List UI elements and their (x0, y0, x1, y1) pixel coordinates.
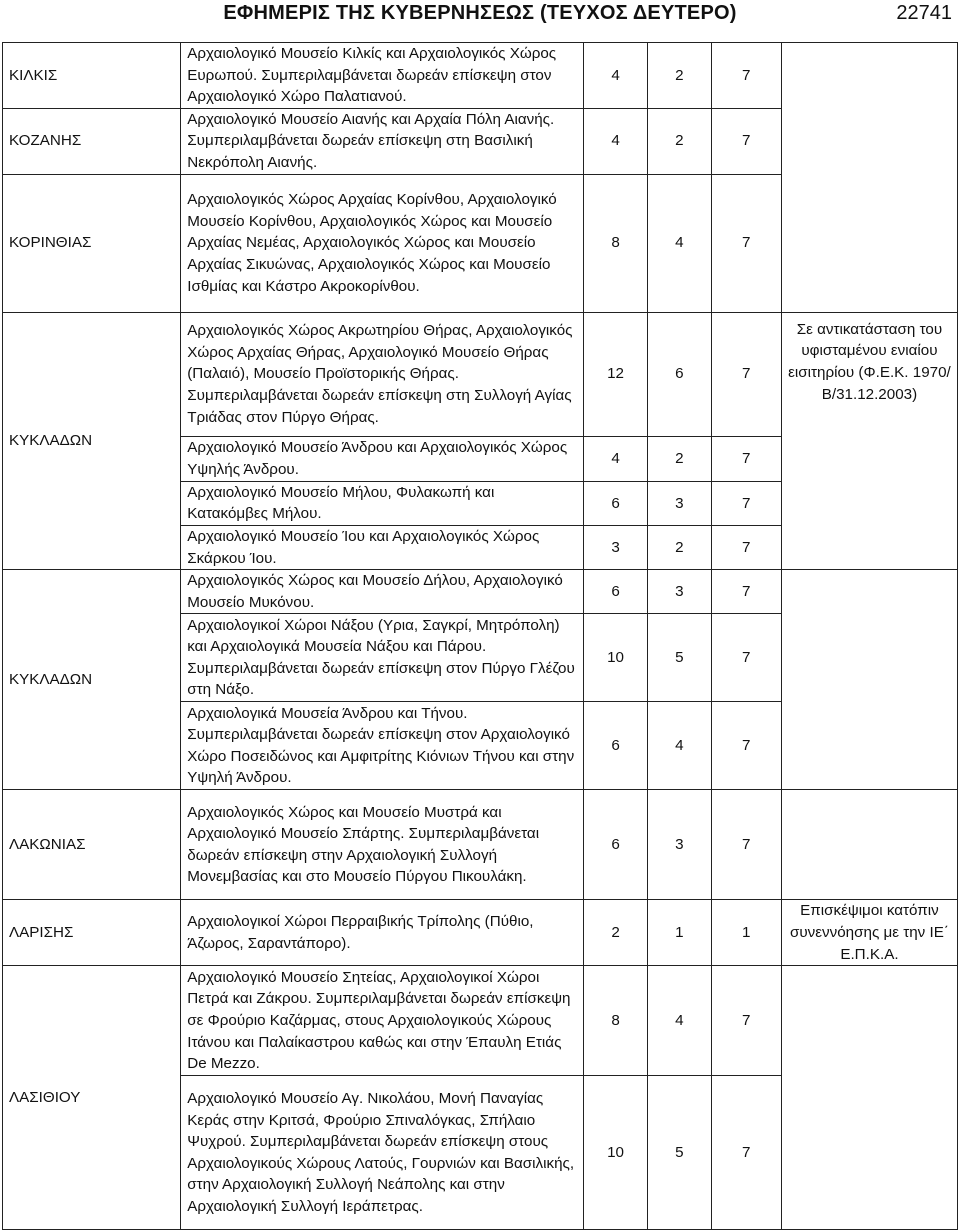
reduced-price-cell: 5 (647, 614, 711, 702)
validity-cell: 7 (711, 525, 781, 569)
prefecture-cell: ΚΙΛΚΙΣ (3, 43, 181, 109)
site-cell: Αρχαιολογικοί Χώροι Νάξου (Υρια, Σαγκρί, Μητρόπολη) και Αρχαιολογικά Μουσεία Νάξου και Πάρου. Συμπεριλαμβάνεται δωρεάν επίσκεψη στον Πύργο Γλέζου στη Νάξο. (181, 614, 584, 702)
full-price-cell: 3 (584, 525, 648, 569)
note-cell (781, 790, 957, 900)
validity-cell: 7 (711, 1076, 781, 1230)
reduced-price-cell: 3 (647, 790, 711, 900)
table-row (3, 312, 958, 436)
site-cell: Αρχαιολογικός Χώρος Ακρωτηρίου Θήρας, Αρχαιολογικός Χώρος Αρχαίας Θήρας, Αρχαιολογικό Μουσείο Θήρας (Παλαιό), Μουσείο Προϊστορικής Θήρας. Συμπεριλαμβάνεται δωρεάν επίσκεψη στη Συλλογή Αγίας Τριάδας στον Πύργο Θήρας. (181, 312, 584, 436)
prefecture-cell: ΛΑΣΙΘΙΟΥ (3, 966, 181, 1230)
reduced-price-cell: 1 (647, 900, 711, 966)
gazette-title: ΕΦΗΜΕΡΙΣ ΤΗΣ ΚΥΒΕΡΝΗΣΕΩΣ (ΤΕΥΧΟΣ ΔΕΥΤΕΡΟ) (223, 2, 737, 24)
reduced-price-cell: 2 (647, 43, 711, 109)
validity-cell: 7 (711, 436, 781, 481)
reduced-price-cell: 3 (647, 481, 711, 525)
validity-cell: 7 (711, 966, 781, 1076)
table-row (3, 108, 958, 174)
full-price-cell: 12 (584, 312, 648, 436)
validity-cell: 7 (711, 108, 781, 174)
table-row (3, 790, 958, 900)
note-cell (781, 966, 957, 1076)
reduced-price-cell: 3 (647, 570, 711, 614)
note-cell (781, 108, 957, 174)
prefecture-cell: ΚΟΖΑΝΗΣ (3, 108, 181, 174)
reduced-price-cell: 4 (647, 702, 711, 790)
validity-cell: 7 (711, 43, 781, 109)
full-price-cell: 10 (584, 614, 648, 702)
reduced-price-cell: 2 (647, 108, 711, 174)
site-cell: Αρχαιολογικό Μουσείο Μήλου, Φυλακωπή και Κατακόμβες Μήλου. (181, 481, 584, 525)
reduced-price-cell: 5 (647, 1076, 711, 1230)
site-cell: Αρχαιολογικό Μουσείο Κιλκίς και Αρχαιολογικός Χώρος Ευρωπού. Συμπεριλαμβάνεται δωρεάν επίσκεψη στον Αρχαιολογικό Χώρο Παλατιανού. (181, 43, 584, 109)
note-cell (781, 570, 957, 614)
site-cell: Αρχαιολογικό Μουσείο Αγ. Νικολάου, Μονή Παναγίας Κεράς στην Κριτσά, Φρούριο Σπιναλόγκας, Σπήλαιο Ψυχρού. Συμπεριλαμβάνεται δωρεάν επίσκεψη στους Αρχαιολογικούς Χώρους Λατούς, Γουρνιών και Βασιλικής, στην Αρχαιολογική Συλλογή Νεάπολης και στην Αρχαιολογική Συλλογή Ιεράπετρας. (181, 1076, 584, 1230)
replacement-note: Σε αντικατάσταση του υφισταμένου ενιαίου εισιτηρίου (Φ.Ε.Κ. 1970/ Β/31.12.2003) (781, 312, 957, 569)
prefecture-cell: ΚΥΚΛΑΔΩΝ (3, 312, 181, 569)
site-cell: Αρχαιολογικό Μουσείο Αιανής και Αρχαία Πόλη Αιανής. Συμπεριλαμβάνεται δωρεάν επίσκεψη στη Βασιλική Νεκρόπολη Αιανής. (181, 108, 584, 174)
prefecture-cell: ΛΑΚΩΝΙΑΣ (3, 790, 181, 900)
validity-cell: 7 (711, 702, 781, 790)
page-header (0, 0, 960, 30)
full-price-cell: 6 (584, 702, 648, 790)
prefecture-cell: ΚΥΚΛΑΔΩΝ (3, 570, 181, 790)
full-price-cell: 4 (584, 108, 648, 174)
note-cell (781, 1076, 957, 1230)
note-cell (781, 174, 957, 312)
prefecture-cell: ΚΟΡΙΝΘΙΑΣ (3, 174, 181, 312)
validity-cell: 7 (711, 481, 781, 525)
full-price-cell: 8 (584, 174, 648, 312)
site-cell: Αρχαιολογικός Χώρος και Μουσείο Δήλου, Αρχαιολογικό Μουσείο Μυκόνου. (181, 570, 584, 614)
note-cell (781, 614, 957, 702)
table-row (3, 174, 958, 312)
full-price-cell: 6 (584, 570, 648, 614)
reduced-price-cell: 4 (647, 966, 711, 1076)
validity-cell: 7 (711, 174, 781, 312)
table-row (3, 43, 958, 109)
site-cell: Αρχαιολογικός Χώρος και Μουσείο Μυστρά και Αρχαιολογικό Μουσείο Σπάρτης. Συμπεριλαμβάνεται δωρεάν επίσκεψη στην Αρχαιολογική Συλλογή Μονεμβασίας και στο Μουσείο Πύργου Πικουλάκη. (181, 790, 584, 900)
validity-cell: 1 (711, 900, 781, 966)
site-cell: Αρχαιολογικά Μουσεία Άνδρου και Τήνου. Συμπεριλαμβάνεται δωρεάν επίσκεψη στον Αρχαιολογικό Χώρο Ποσειδώνος και Αμφιτρίτης Κιόνιων Τήνου και στην Υψηλή Άνδρου. (181, 702, 584, 790)
site-cell: Αρχαιολογικό Μουσείο Σητείας, Αρχαιολογικοί Χώροι Πετρά και Ζάκρου. Συμπεριλαμβάνεται δωρεάν επίσκεψη σε Φρούριο Καζάρμας, στους Αρχαιολογικούς Χώρους Ιτάνου και Παλαίκαστρου καθώς και στην Έπαυλη Ετιάς De Mezzo. (181, 966, 584, 1076)
site-cell: Αρχαιολογικό Μουσείο Ίου και Αρχαιολογικός Χώρος Σκάρκου Ίου. (181, 525, 584, 569)
full-price-cell: 6 (584, 481, 648, 525)
validity-cell: 7 (711, 312, 781, 436)
full-price-cell: 10 (584, 1076, 648, 1230)
validity-cell: 7 (711, 790, 781, 900)
visit-note: Επισκέψιμοι κατόπιν συνεννόησης με την ΙΕ΄ Ε.Π.Κ.Α. (781, 900, 957, 966)
ticket-table (2, 42, 958, 1230)
reduced-price-cell: 2 (647, 525, 711, 569)
validity-cell: 7 (711, 570, 781, 614)
table-row (3, 900, 958, 966)
validity-cell: 7 (711, 614, 781, 702)
table-row (3, 966, 958, 1076)
full-price-cell: 2 (584, 900, 648, 966)
reduced-price-cell: 6 (647, 312, 711, 436)
site-cell: Αρχαιολογικός Χώρος Αρχαίας Κορίνθου, Αρχαιολογικό Μουσείο Κορίνθου, Αρχαιολογικός Χώρος και Μουσείο Αρχαίας Νεμέας, Αρχαιολογικός Χώρος και Μουσείο Αρχαίας Σικυώνας, Αρχαιολογικός Χώρος και Μουσείο Ισθμίας και Κάστρο Ακροκορίνθου. (181, 174, 584, 312)
reduced-price-cell: 4 (647, 174, 711, 312)
note-cell (781, 702, 957, 790)
site-cell: Αρχαιολογικό Μουσείο Άνδρου και Αρχαιολογικός Χώρος Υψηλής Άνδρου. (181, 436, 584, 481)
site-cell: Αρχαιολογικοί Χώροι Περραιβικής Τρίπολης (Πύθιο, Άζωρος, Σαραντάπορο). (181, 900, 584, 966)
note-cell (781, 43, 957, 109)
page-number: 22741 (896, 2, 952, 24)
table-row (3, 570, 958, 614)
full-price-cell: 8 (584, 966, 648, 1076)
full-price-cell: 6 (584, 790, 648, 900)
full-price-cell: 4 (584, 436, 648, 481)
prefecture-cell: ΛΑΡΙΣΗΣ (3, 900, 181, 966)
reduced-price-cell: 2 (647, 436, 711, 481)
full-price-cell: 4 (584, 43, 648, 109)
